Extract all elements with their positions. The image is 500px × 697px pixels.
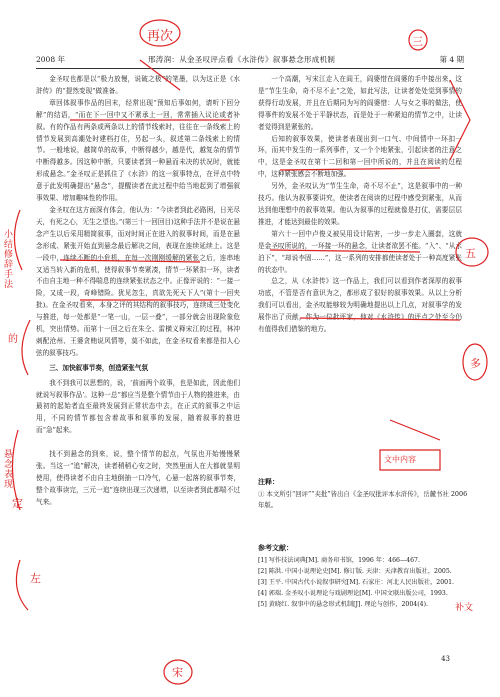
paragraph: 一个高潮，写宋江走入在阎王，阎婆惜在阎婆的手中接出来，这是“节生生命，奇不尽不止”之处，如此写法，让读者处处觉到事情的获得行动发展，并且在后期同为写的阎婆惜：人与女之事的做法，使得事件的发展不处于平静状态，而是处于一种紧迫的情节之中，让读者觉得到是紧张的。 bbox=[258, 75, 462, 131]
section-title: 三、加快叙事节奏，创造紧张气氛 bbox=[49, 363, 149, 372]
header-title: 邢涛润：从金圣叹评点看《水浒传》叙事悬念形成机制 bbox=[148, 55, 336, 64]
annotation-right-1: 三 bbox=[412, 35, 423, 48]
reference-item: [1] 写作技法词典[M]. 商务印书馆，1996 年：466—467. bbox=[258, 557, 420, 564]
annotation-left-1: 小结 bbox=[4, 230, 14, 250]
paragraph: 我不到我可以思想的，说，‘前面两个故事，也是如此，因此他们就说写叙事作品’。这种一总”都应当是整个情节由于人物的推进来，由最初的起始者直至最终发展到正常状态中去，在正式的叙事之中运用，不同的情节都包含着故事和叙事的发展，随着叙事的推进而“急”起来。 bbox=[36, 378, 240, 435]
reference-item: [4] 郭瑞. 金圣叹小说理论与戏剧理论[M]. 中国文联出版公司，1993. bbox=[258, 590, 448, 597]
paragraph: 找不到悬念的到来，说，整个情节的起点，气氛也开始慢慢紧张。当这一“追”解决，读者稍稍心安之时，突然里面人在大都就显明使用，使得读者不由自主地倒抽一口冷气，心悬一起落的叙事节奏，整个故事读完，三元一追”连续出现三次递增，以至读者到此都喘不过气来。 bbox=[36, 450, 240, 506]
annotation-left-6: 定 bbox=[12, 497, 23, 510]
annotation-left-2: 修辞手法 bbox=[4, 250, 14, 290]
annotation-right-4: 文中内容 bbox=[384, 455, 416, 464]
note-item: ① 本文所引“回评”“夹批”皆出自《金圣叹批评本水浒传》，岳麓书社 2006 年版。 bbox=[258, 490, 468, 509]
paragraph: 总之，从《水浒传》这一作品上，我们可以看到作者深厚的叙事功底，不管是否有意识为之，都形成了很好的叙事效果。从以上分析我们可以看出，金圣叹能够较为明确地提出以上几点，对叙事学的发展作出了贡献，作为一位批评家，他对《水浒传》的评点之处至今仍有值得我们借鉴的地方。 bbox=[258, 277, 462, 334]
page-number: 43 bbox=[441, 655, 450, 663]
annotation-right-5: 补文 bbox=[455, 603, 474, 613]
paragraph: 后知的叙事效果，使读者表现出到一口气、中间情中一环扣一环，而其中发生的一系列事件，又一个个地紧张，引起读者的注意之中，这是金圣叹在第十二回和第一回中所说的，并且在阅读的过程中，这种紧张感会不断地加强。 bbox=[258, 134, 462, 179]
notes-heading: 注释： bbox=[258, 477, 279, 486]
right-column bbox=[258, 74, 462, 336]
paragraph: 金圣叹在这方面深有体会，他认为：“今读者到此必路困，日光尽天，有死之心，无生之望也。”(第三十一回回目)这种手法并不是说在悬念产生以后采用精简叙事，而对时间正在进入的叙事时间，而是在悬念形成、紧张开始直到悬念最后解决之间，表现在连续延续上。这是一段中，连续不断的小危机，在每一次刚刚缓解的紧张之后，连串地又适当转入新的危机，使得叙事节奏紧凑，情节一环紧扣一环，读者不由自主地一种不得喘息的连续紧张状态之中。正像评说的：“一接一险，又成一段，奇峰错险。犹见忽生，真欲先死天下人”(第十一回夹批)。在金圣叹看来，本身之评的其结构的叙事技巧，连续成三处变化与推进，每一处都是“一笔一山，一层一叠”，一部分就会出现险象危机，突出情势。而第十一回之后在朱仝、雷横义释宋江的过程，林冲刺配沧州、王婆贪贿说风情等，莫不如此，在金圣叹看来都是扣人心弦的叙事技巧。 bbox=[36, 205, 240, 357]
annotation-right-2: 五 bbox=[465, 247, 476, 260]
arrow-line-2 bbox=[390, 420, 440, 440]
annotation-top: 再次 bbox=[147, 29, 174, 44]
reference-item: [2] 陈洪. 中国小说理论史[M]. 修订版. 天津：天津教育出版社，2005. bbox=[258, 568, 452, 575]
paragraph: 章回体叙事作品的回末，经常出现“预知后事如何，请听下回分解”的结语，“而在下一回中又不紧承上一回，常常插入议论或者补叙。有的作品有两条或两条以上的情节线索时，往往在一条线索上的情节发展到高潮处时建档打住，另起一头，叙述第二条线索上的情节。一般地说，越简单的故事，中断得越少，越是代，越复杂的情节中断得越多。因这种中断，只要读者到一种悬而未决的状况时，就能形成悬念。”金圣叹正是抓住了《水浒》的这一叙事特点，在评点中特意于此发明确提出“悬念”，提醒读者在此过程中给当地起到了增强叙事效果、增加趣味性的作用。 bbox=[36, 98, 240, 203]
paragraph: 金圣叹也都是以“极力放慢，说破之极”的笔墨，以为这正是《水浒传》的“提然变现”做准备。 bbox=[36, 75, 240, 95]
references-section bbox=[258, 542, 468, 610]
reference-item: [5] 黄晓红. 叙事中的悬念形式机制[J]. 理论与创作，2004(4). bbox=[258, 601, 428, 608]
annotation-bottom: 宋 bbox=[172, 666, 183, 679]
annotation-left-5: 左 bbox=[30, 572, 41, 585]
notes-section bbox=[258, 476, 468, 511]
running-header bbox=[36, 52, 464, 69]
annotation-right-3: 多 bbox=[470, 357, 481, 370]
annotation-left-4: 悬念表现 bbox=[4, 450, 14, 490]
stroke-left-2 bbox=[22, 320, 30, 375]
references-heading: 参考文献： bbox=[258, 543, 293, 552]
paragraph: 另外，金圣叹认为“节生生命，奇不尽不止”，这是叙事中的一种技巧。他认为叙事要讲究，使读者在阅读的过程中感受到紧张，从而达到他理想中的叙事效果。他认为叙事的过程就像是打仗，需要层层推进，才能达到最佳的效果。 bbox=[258, 182, 462, 226]
left-column bbox=[36, 74, 240, 509]
header-issue: 第 4 期 bbox=[439, 55, 464, 64]
reference-item: [3] 王平. 中国古代小说叙事研究[M]. 石家庄：河北人民出版社，2001. bbox=[258, 579, 454, 586]
header-year: 2008 年 bbox=[36, 55, 65, 64]
annotation-left-3: 的 bbox=[8, 334, 18, 345]
stroke-left-4 bbox=[16, 560, 28, 610]
paragraph: 第六十一回中卢俊义被吴用设计陷害，一步一步走入圈套，这就是金圣叹所说的，一环接一环的悬念，让读者欲罢不能。“入”、“从水泊下”，“却说李固……”，这一系列的安排都使读者处于一种高度紧张的状态中。 bbox=[258, 229, 462, 274]
